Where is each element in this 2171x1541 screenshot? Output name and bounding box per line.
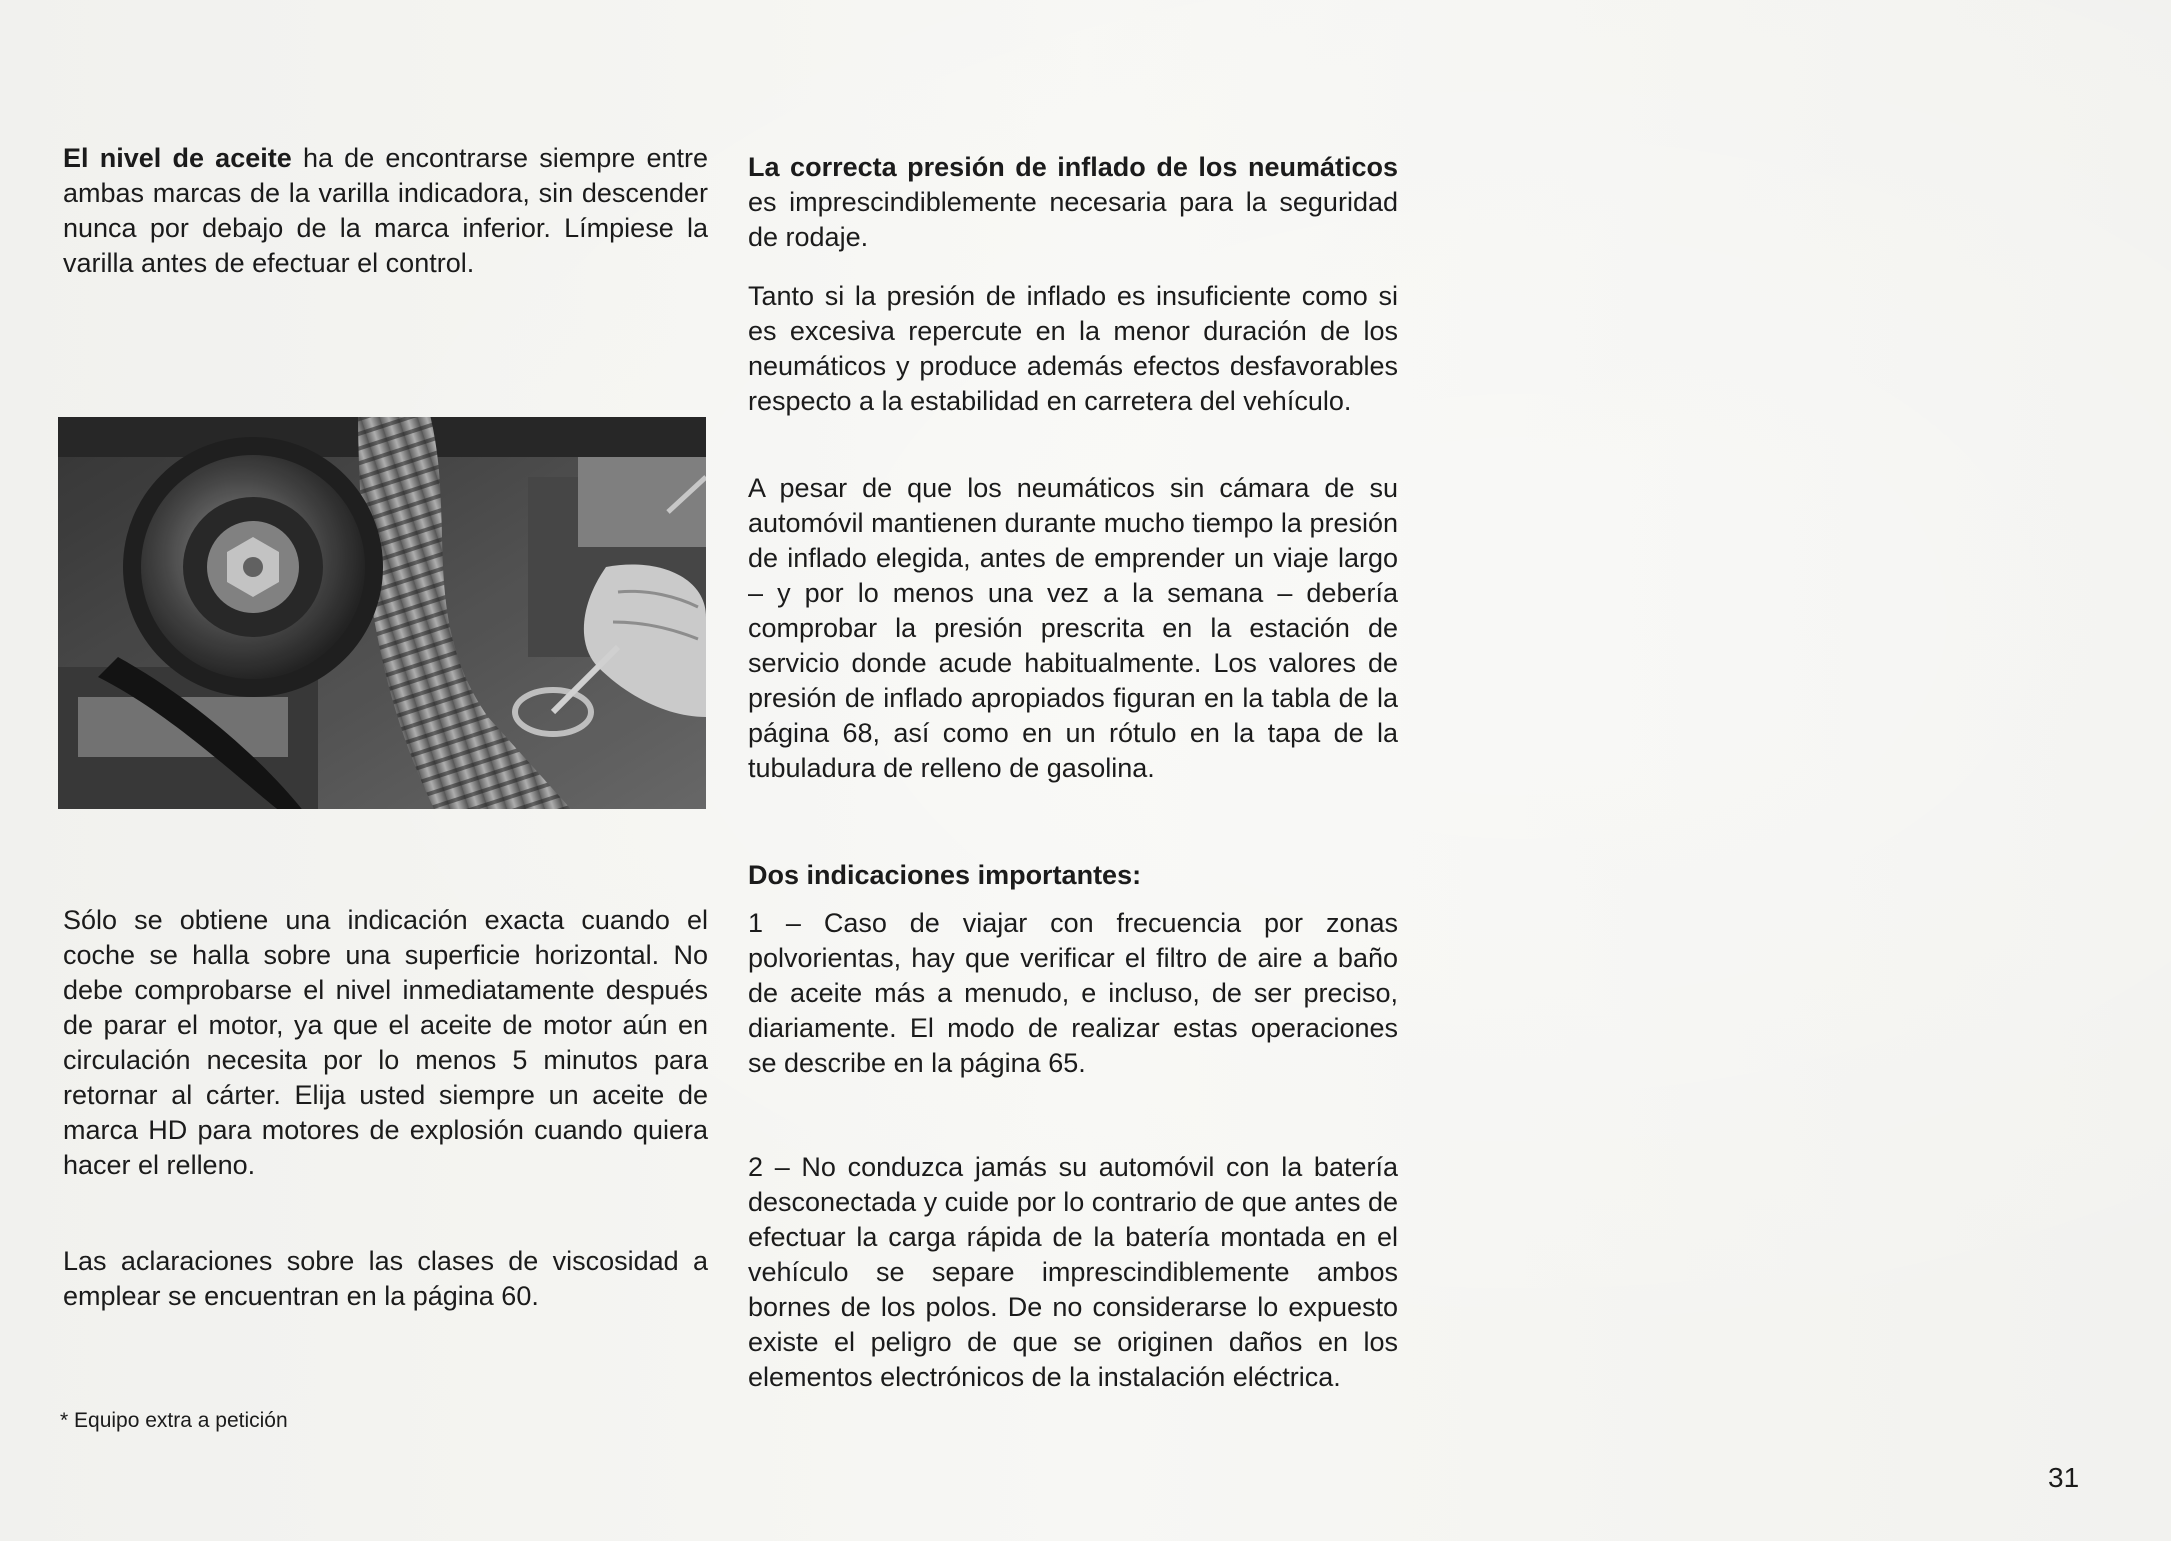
engine-photo-image bbox=[58, 417, 706, 809]
tire-pressure-text bbox=[748, 150, 1398, 255]
important-notes-heading: Dos indicaciones importantes: bbox=[748, 860, 1142, 890]
page-number: 31 bbox=[2048, 1462, 2080, 1493]
note-1-text: 1 – Caso de viajar con frecuencia por zonas polvorientas, hay que verificar el filtro de aire a baño de aceite más a menudo, e incluso, de ser preciso, diariamente. El modo de realizar estas operaciones se describe en la página 65. bbox=[748, 908, 1398, 1078]
tire-pressure-title: La correcta presión de inflado de los neumáticos bbox=[748, 152, 1398, 182]
note-2-text: 2 – No conduzca jamás su automóvil con la batería desconectada y cuide por lo contrario de que antes de efectuar la carga rápida de la batería montada en el vehículo se separe imprescindiblemente ambos bornes de los polos. De no considerarse lo expuesto existe el peligro de que se originen daños en los elementos electrónicos de la instalación eléctrica. bbox=[748, 1152, 1398, 1392]
tire-pressure-body: es imprescindiblemente necesaria para la seguridad de rodaje. bbox=[748, 187, 1398, 252]
oil-check-text: Sólo se obtiene una indicación exacta cuando el coche se halla sobre una superficie horizontal. No debe comprobarse el nivel inmediatamente después de parar el motor, ya que el aceite de motor aún en circulación necesita por lo menos 5 minutos para retornar al cárter. Elija usted siempre un aceite de marca HD para motores de explosión cuando quiera hacer el relleno. bbox=[63, 905, 708, 1180]
note-2-paragraph bbox=[748, 1150, 1398, 1395]
tire-pressure-paragraph bbox=[748, 150, 1398, 255]
oil-level-paragraph bbox=[63, 141, 708, 281]
oil-level-text bbox=[63, 141, 708, 281]
note-1-paragraph bbox=[748, 906, 1398, 1081]
pressure-effects-text: Tanto si la presión de inflado es insuficiente como si es excesiva repercute en la menor duración de los neumáticos y produce además efectos desfavorables respecto a la estabilidad en carretera del vehículo. bbox=[748, 281, 1398, 416]
engine-dipstick-photo bbox=[58, 417, 706, 809]
pressure-effects-paragraph bbox=[748, 279, 1398, 419]
oil-check-paragraph bbox=[63, 903, 708, 1183]
oil-level-body: ha de encontrarse siempre entre ambas marcas de la varilla indicadora, sin descender nunca por debajo de la marca inferior. Límpiese la varilla antes de efectuar el control. bbox=[63, 143, 708, 278]
viscosity-text: Las aclaraciones sobre las clases de viscosidad a emplear se encuentran en la página 60. bbox=[63, 1246, 708, 1311]
tubeless-tires-paragraph bbox=[748, 471, 1398, 786]
tubeless-tires-text: A pesar de que los neumáticos sin cámara de su automóvil mantienen durante mucho tiempo la presión de inflado elegida, antes de emprender un viaje largo – y por lo menos una vez a la semana – debería comprobar la presión prescrita en la estación de servicio donde acude habitualmente. Los valores de presión de inflado apropiados figuran en la tabla de la página 68, así como en un rótulo en la tapa de la tubuladura de relleno de gasolina. bbox=[748, 473, 1398, 783]
oil-level-title: El nivel de aceite bbox=[63, 143, 292, 173]
footnote: * Equipo extra a petición bbox=[60, 1409, 288, 1432]
viscosity-paragraph bbox=[63, 1244, 708, 1314]
